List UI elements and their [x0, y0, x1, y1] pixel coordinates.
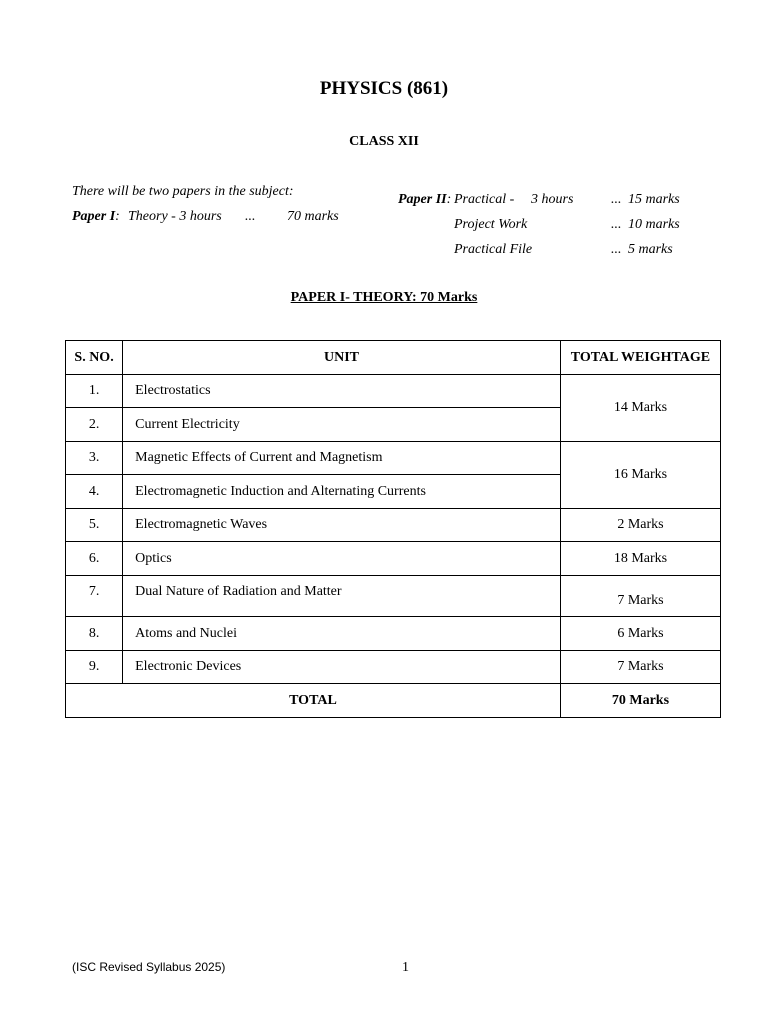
- paper1-line: [72, 209, 120, 225]
- row-sno: 9.: [66, 651, 123, 684]
- header-sno: S. NO.: [66, 341, 123, 375]
- table-row: [66, 442, 721, 475]
- paper2-row-dots: ...: [611, 192, 622, 207]
- paper1-marks: 70 marks: [287, 209, 339, 224]
- paper1-type: Theory - 3 hours: [128, 209, 222, 224]
- row-unit: Dual Nature of Radiation and Matter: [123, 576, 561, 617]
- row-unit: Electronic Devices: [123, 651, 561, 684]
- papers-intro: There will be two papers in the subject:: [72, 184, 294, 199]
- paper1-colon: :: [115, 209, 120, 224]
- class-label: CLASS XII: [349, 134, 419, 149]
- row-sno: 5.: [66, 509, 123, 542]
- table-header-row: [66, 341, 721, 375]
- page-number: 1: [402, 960, 409, 975]
- paper2-row-name: Practical File: [454, 242, 533, 257]
- row-sno: 2.: [66, 408, 123, 442]
- paper2-label: Paper II: [398, 192, 447, 207]
- page-title: PHYSICS (861): [319, 78, 449, 99]
- paper2-row-name: Project Work: [454, 217, 528, 232]
- row-weightage: 16 Marks: [560, 442, 720, 509]
- table-row: [66, 542, 721, 576]
- table-row: [66, 617, 721, 651]
- row-unit: Atoms and Nuclei: [123, 617, 561, 651]
- paper1-dots: ...: [245, 209, 256, 224]
- row-sno: 3.: [66, 442, 123, 475]
- paper2-row-duration: 3 hours: [531, 192, 574, 207]
- paper2-row-marks: 10 marks: [628, 217, 680, 232]
- total-value: 70 Marks: [560, 684, 720, 718]
- table-row: [66, 576, 721, 617]
- row-sno: 7.: [66, 576, 123, 617]
- table-row: [66, 375, 721, 408]
- table-total-row: [66, 684, 721, 718]
- row-weightage: 6 Marks: [560, 617, 720, 651]
- paper2-row-dots: ...: [611, 242, 622, 257]
- row-unit: Optics: [123, 542, 561, 576]
- row-unit: Electromagnetic Induction and Alternating Currents: [123, 475, 561, 509]
- paper2-row-marks: 5 marks: [628, 242, 673, 257]
- row-unit: Current Electricity: [123, 408, 561, 442]
- row-unit: Electrostatics: [123, 375, 561, 408]
- row-weightage: 7 Marks: [560, 576, 720, 617]
- header-weightage: TOTAL WEIGHTAGE: [560, 341, 720, 375]
- row-unit: Electromagnetic Waves: [123, 509, 561, 542]
- row-sno: 4.: [66, 475, 123, 509]
- row-sno: 6.: [66, 542, 123, 576]
- paper2-colon: :: [446, 192, 452, 207]
- row-weightage: 2 Marks: [560, 509, 720, 542]
- row-sno: 1.: [66, 375, 123, 408]
- header-unit: UNIT: [123, 341, 561, 375]
- row-weightage: 18 Marks: [560, 542, 720, 576]
- paper2-row-marks: 15 marks: [628, 192, 680, 207]
- paper2-label-line: [398, 192, 451, 208]
- paper2-row-dots: ...: [611, 217, 622, 232]
- row-weightage: 7 Marks: [560, 651, 720, 684]
- section-heading: PAPER I- THEORY: 70 Marks: [290, 290, 478, 305]
- total-label: TOTAL: [66, 684, 561, 718]
- footer-syllabus: (ISC Revised Syllabus 2025): [72, 960, 226, 974]
- table-row: [66, 651, 721, 684]
- row-sno: 8.: [66, 617, 123, 651]
- table-row: [66, 509, 721, 542]
- paper1-label: Paper I: [72, 209, 116, 224]
- row-unit: Magnetic Effects of Current and Magnetism: [123, 442, 561, 475]
- paper2-row-name: Practical -: [454, 192, 515, 207]
- units-table: [65, 340, 721, 718]
- row-weightage: 14 Marks: [560, 375, 720, 442]
